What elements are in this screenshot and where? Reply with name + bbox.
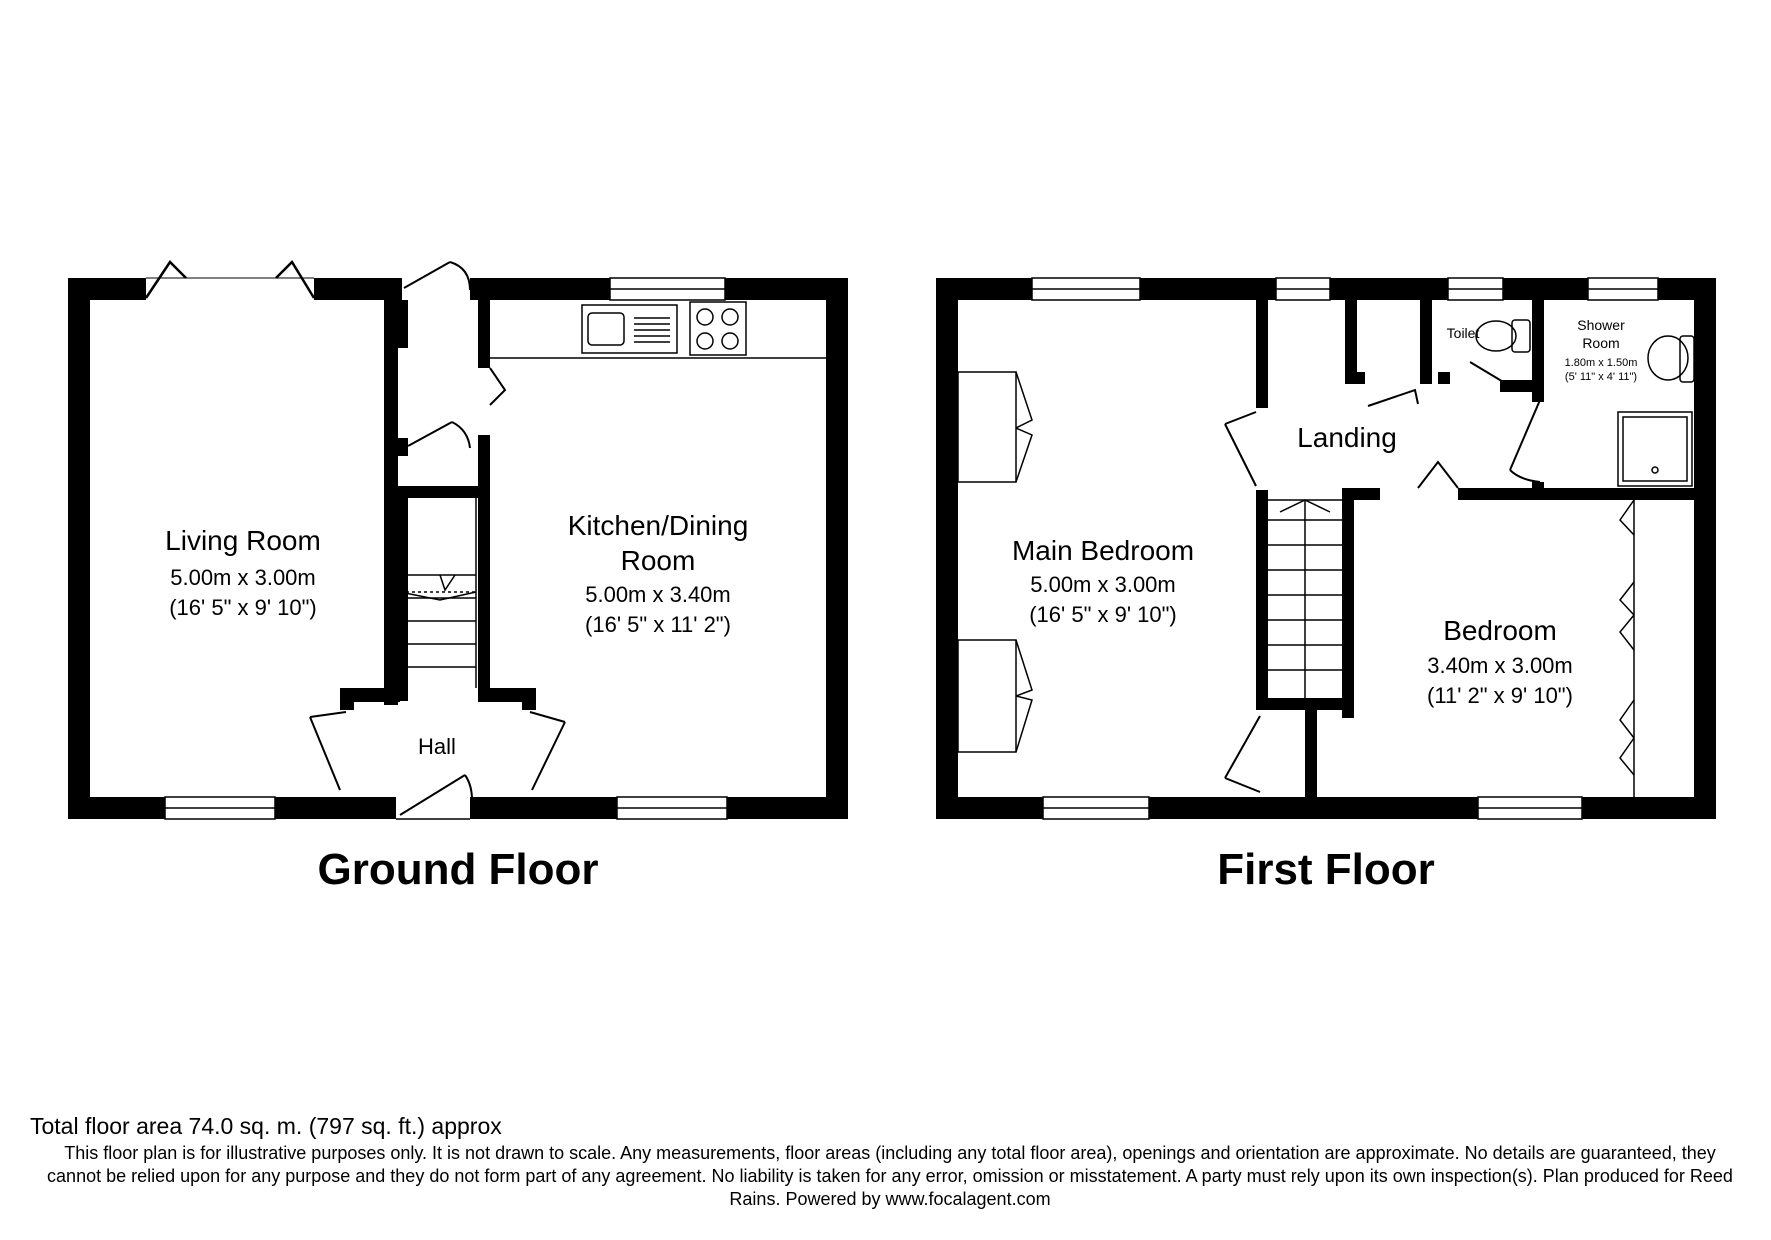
room-metric-bedroom: 3.40m x 3.00m	[1427, 653, 1573, 678]
room-metric-kitchen: 5.00m x 3.40m	[585, 582, 731, 607]
room-name-bedroom: Bedroom	[1443, 615, 1557, 646]
room-name-shower-line2: Room	[1582, 335, 1620, 351]
room-imperial-kitchen: (16' 5" x 11' 2")	[585, 612, 731, 637]
first-floor-title: First Floor	[1217, 845, 1435, 894]
first-staircase	[1268, 500, 1342, 698]
room-metric-shower: 1.80m x 1.50m	[1564, 357, 1638, 369]
front-door-gap	[396, 797, 470, 819]
room-imperial-shower: (5' 11" x 4' 11")	[1564, 371, 1638, 383]
total-floor-area: Total floor area 74.0 sq. m. (797 sq. ft.) approx	[30, 1113, 502, 1139]
room-name-toilet: Toilet	[1446, 325, 1480, 341]
room-name-main-bedroom: Main Bedroom	[1011, 535, 1195, 566]
room-imperial-main-bedroom: (16' 5" x 9' 10")	[1029, 602, 1177, 627]
patio-doors	[146, 262, 314, 300]
room-name-hall: Hall	[418, 734, 456, 759]
room-name-landing: Landing	[1297, 422, 1397, 453]
first-floor-plan	[936, 278, 1716, 819]
room-name-shower: Shower	[1577, 317, 1625, 333]
room-name-kitchen-line2: Room	[620, 545, 696, 576]
room-metric-main-bedroom: 5.00m x 3.00m	[1030, 572, 1176, 597]
room-name-living-room: Living Room	[165, 525, 321, 556]
ground-floor-plan	[68, 262, 848, 819]
kitchen-back-door	[402, 262, 470, 300]
room-imperial-bedroom: (11' 2" x 9' 10")	[1427, 683, 1573, 708]
disclaimer-text: This floor plan is for illustrative purposes only. It is not drawn to scale. Any measurements, floor areas (including any total floor area), openings and orientation are approximate. No details are guaranteed, they cannot be relied upon for any purpose and they do not form part of any agreement. No liability is taken for any error, omission or misstatement. A party must rely upon its own inspection(s). Plan produced for Reed Rains. Powered by www.focalagent.com	[47, 1143, 1733, 1209]
room-metric-living-room: 5.00m x 3.00m	[170, 565, 316, 590]
room-name-kitchen: Kitchen/Dining	[567, 510, 749, 541]
ground-floor-title: Ground Floor	[317, 845, 599, 894]
ground-staircase	[400, 498, 476, 688]
room-imperial-living-room: (16' 5" x 9' 10")	[169, 595, 317, 620]
kitchen-units	[490, 302, 826, 358]
